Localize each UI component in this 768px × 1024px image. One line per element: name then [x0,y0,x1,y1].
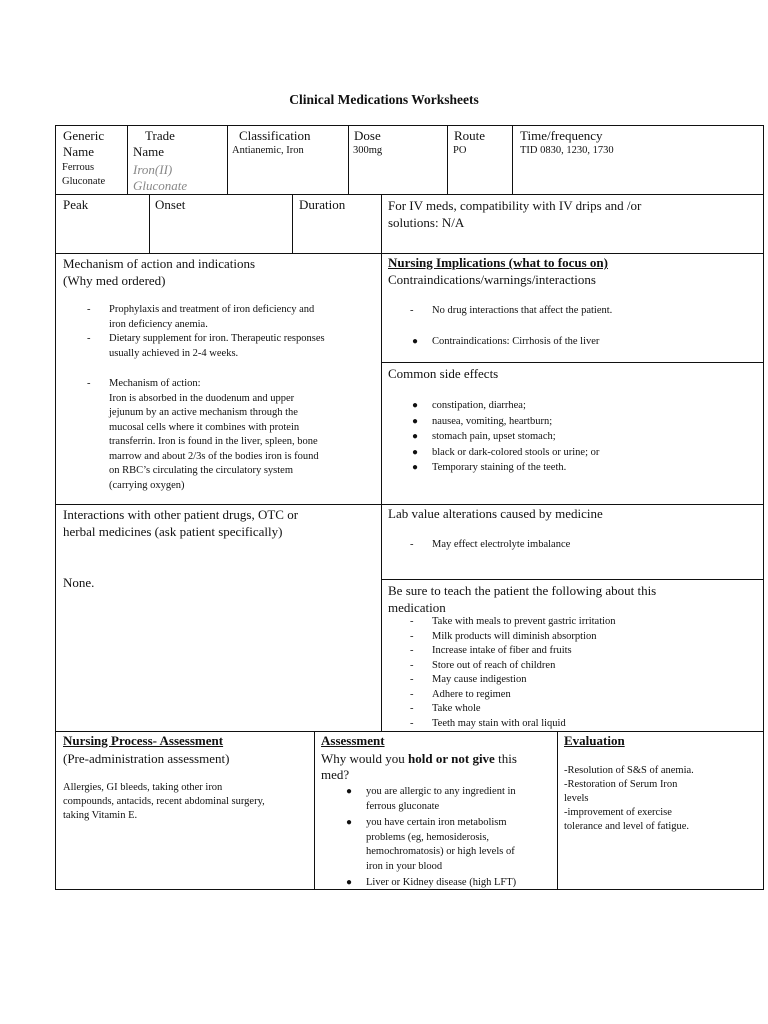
list-item: - Store out of reach of children [410,659,556,671]
trade-name-value: Iron(II) Gluconate [133,162,188,193]
list-item: - May effect electrolyte imbalance [410,539,571,550]
col-divider [348,125,349,194]
col-divider [314,731,315,890]
col-divider [381,253,382,731]
row-divider [55,504,764,505]
teaching-heading: Be sure to teach the patient the following about this medication [388,583,657,615]
col-divider [292,194,293,253]
side-effects-heading: Common side effects [388,366,499,381]
list-item: ● Liver or Kidney disease (high LFT) [346,877,517,888]
col-divider [381,194,382,253]
row-divider [55,253,764,254]
generic-name-label: Generic Name [63,128,105,159]
lab-values-heading: Lab value alterations caused by medicine [388,506,603,521]
evaluation-body: -Resolution of S&S of anemia. -Restoration of Serum Iron levels -improvement of exercise tolerance and level of fatigue. [564,765,694,832]
row-divider [381,579,764,580]
time-frequency-value: TID 0830, 1230, 1730 [520,145,614,156]
classification-value: Antianemic, Iron [232,145,304,156]
contraindications-subheading: Contraindications/warnings/interactions [388,272,596,287]
col-divider [557,731,558,890]
mechanism-list [87,303,325,493]
list-item: ● Temporary staining of the teeth. [412,462,567,473]
trade-name-label: Trade Name [133,128,175,159]
nursing-process-subheading: (Pre-administration assessment) [63,751,230,766]
col-divider [227,125,228,194]
mechanism-heading: Mechanism of action and indications (Why med ordered) [63,256,256,288]
list-item: - Prophylaxis and treatment of iron deficiency and iron deficiency anemia. [87,304,315,330]
teaching-list [410,615,616,731]
iv-compatibility: For IV meds, compatibility with IV drips and /or solutions: N/A [388,198,642,230]
onset-label: Onset [155,197,186,212]
dose-label: Dose [354,128,381,143]
row-divider [55,194,764,195]
list-item: - Take whole [410,703,481,714]
classification-label: Classification [239,128,311,143]
peak-label: Peak [63,197,89,212]
nursing-implications-heading: Nursing Implications (what to focus on) [388,255,608,270]
col-divider [447,125,448,194]
list-item: ● Contraindications: Cirrhosis of the liver [412,335,600,347]
list-item: ● nausea, vomiting, heartburn; [412,415,553,427]
col-divider [512,125,513,194]
row-divider [381,362,764,363]
row-divider [55,731,764,732]
assessment-list [346,785,517,891]
generic-name-value: Ferrous Gluconate [62,162,106,187]
list-item: ● black or dark-colored stools or urine; or [412,446,600,458]
list-item: - Milk products will diminish absorption [410,630,597,642]
route-value: PO [453,145,467,156]
interactions-value: None. [63,575,95,590]
list-item: ● stomach pain, upset stomach; [412,431,556,442]
page-title: Clinical Medications Worksheets [289,92,479,107]
col-divider [149,194,150,253]
list-item: - May cause indigestion [410,674,527,685]
list-item: ● constipation, diarrhea; [412,400,526,411]
list-item: - Dietary supplement for iron. Therapeutic responses usually achieved in 2-4 weeks. [87,333,325,359]
dose-value: 300mg [353,145,383,156]
list-item: - Mechanism of action: Iron is absorbed in the duodenum and upper jejunum by an active mechanism through the mucosal cells where it combines with protein transferrin. Iron is found in the liver, spleen, bone marrow and about 2/3s of the bodies iron is found on RBC’s circulating the circulatory system (carrying oxygen) [87,378,319,491]
nursing-process-body: Allergies, GI bleeds, taking other iron compounds, antacids, recent abdominal surgery, taking Vitamin E. [63,782,265,821]
list-item: ● you are allergic to any ingredient in ferrous gluconate [346,786,516,812]
assessment-question: Why would you hold or not give this med? [321,751,517,782]
list-item: - Increase intake of fiber and fruits [410,645,572,656]
side-effects-list [412,398,600,476]
time-frequency-label: Time/frequency [520,128,603,143]
duration-label: Duration [299,197,346,212]
contraindications-list [410,304,613,349]
lab-values-list [410,538,571,553]
list-item: - No drug interactions that affect the patient. [410,305,613,316]
list-item: - Adhere to regimen [410,688,511,700]
route-label: Route [454,128,486,143]
interactions-heading: Interactions with other patient drugs, OTC or herbal medicines (ask patient specifically) [63,507,299,539]
nursing-process-heading: Nursing Process- Assessment [63,733,224,748]
list-item: ● you have certain iron metabolism problems (eg, hemosiderosis, hemochromatosis) or high levels of iron in your blood [346,817,515,872]
col-divider [127,125,128,194]
list-item: - Take with meals to prevent gastric irritation [410,616,616,627]
evaluation-heading: Evaluation [564,733,625,748]
assessment-heading: Assessment [321,733,385,748]
list-item: - Teeth may stain with oral liquid [410,717,566,729]
